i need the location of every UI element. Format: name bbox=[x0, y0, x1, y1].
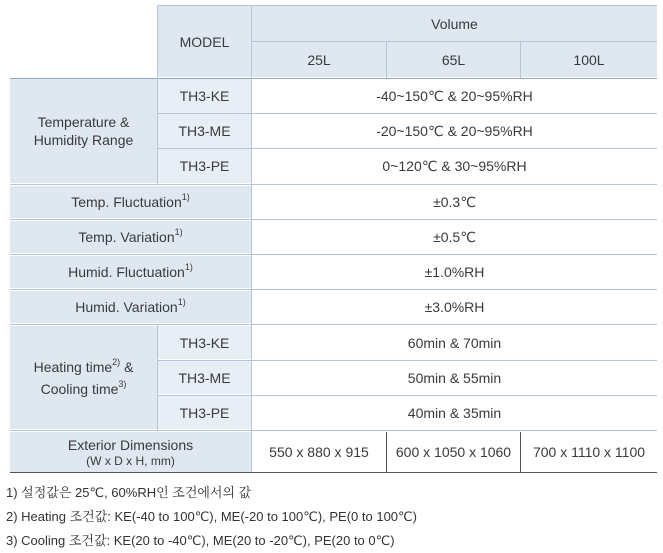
model-cell: TH3-KE bbox=[158, 79, 251, 113]
model-cell: TH3-KE bbox=[158, 326, 251, 359]
table-top-border bbox=[158, 5, 657, 6]
footnote-3: 3) Cooling 조건값: KE(20 to -40℃), ME(20 to -20℃), PE(20 to 0℃) bbox=[6, 533, 395, 548]
volume-25l: 25L bbox=[252, 42, 386, 77]
model-cell: TH3-ME bbox=[158, 114, 251, 148]
model-cell: TH3-ME bbox=[158, 361, 251, 394]
row-divider bbox=[158, 113, 657, 114]
row-divider bbox=[10, 289, 657, 290]
footnote-2: 2) Heating 조건값: KE(-40 to 100℃), ME(-20 to 100℃), PE(0 to 100℃) bbox=[6, 509, 417, 524]
dimension-100l: 700 x 1110 x 1100 bbox=[520, 432, 657, 472]
row-divider bbox=[158, 360, 657, 361]
range-value: -40~150℃ & 20~95%RH bbox=[252, 79, 657, 113]
range-value: 0~120℃ & 30~95%RH bbox=[252, 149, 657, 183]
col-divider bbox=[157, 324, 158, 430]
col-divider bbox=[157, 5, 158, 78]
time-value: 50min & 55min bbox=[252, 361, 657, 394]
range-value: -20~150℃ & 20~95%RH bbox=[252, 114, 657, 148]
temp-humid-range-label: Temperature & Humidity Range bbox=[10, 79, 157, 183]
row-divider bbox=[10, 324, 657, 325]
row-divider bbox=[10, 430, 657, 431]
volume-header bbox=[252, 6, 657, 41]
row-divider bbox=[10, 184, 657, 185]
row-divider bbox=[10, 254, 657, 255]
humid-fluctuation-label: Humid. Fluctuation$^{1)}$ bbox=[10, 256, 251, 288]
volume-100l: 100L bbox=[521, 42, 657, 77]
model-header bbox=[158, 6, 251, 77]
volume-header-label: Volume bbox=[431, 15, 478, 32]
humid-variation-value: ±3.0%RH bbox=[252, 291, 657, 323]
row-divider bbox=[10, 78, 657, 79]
model-header-label: MODEL bbox=[179, 33, 230, 50]
col-divider bbox=[520, 41, 521, 78]
header-divider bbox=[252, 41, 657, 42]
row-divider bbox=[158, 148, 657, 149]
time-value: 40min & 35min bbox=[252, 396, 657, 429]
temp-fluctuation-label: Temp. Fluctuation$^{1)}$ bbox=[10, 186, 251, 218]
heating-cooling-label: Heating time$^{2)}$ & Cooling time$^{3)}$ bbox=[10, 326, 157, 429]
col-divider bbox=[157, 78, 158, 184]
humid-variation-label: Humid. Variation$^{1)}$ bbox=[10, 291, 251, 323]
row-divider bbox=[158, 395, 657, 396]
dimension-25l: 550 x 880 x 915 bbox=[252, 432, 386, 472]
exterior-dimensions-label: Exterior Dimensions (W x D x H, mm) bbox=[10, 432, 251, 472]
footnote-1: 1) 설정값은 25℃, 60%RH인 조건에서의 값 bbox=[6, 485, 252, 500]
temp-variation-label: Temp. Variation$^{1)}$ bbox=[10, 221, 251, 253]
volume-65l: 65L bbox=[387, 42, 520, 77]
col-divider bbox=[386, 41, 387, 78]
row-divider bbox=[10, 219, 657, 220]
col-divider bbox=[251, 5, 252, 472]
table-bottom-border bbox=[10, 472, 657, 473]
model-cell: TH3-PE bbox=[158, 396, 251, 429]
temp-fluctuation-value: ±0.3℃ bbox=[252, 186, 657, 218]
time-value: 60min & 70min bbox=[252, 326, 657, 359]
model-cell: TH3-PE bbox=[158, 149, 251, 183]
humid-fluctuation-value: ±1.0%RH bbox=[252, 256, 657, 288]
dimension-65l: 600 x 1050 x 1060 bbox=[386, 432, 520, 472]
temp-variation-value: ±0.5℃ bbox=[252, 221, 657, 253]
